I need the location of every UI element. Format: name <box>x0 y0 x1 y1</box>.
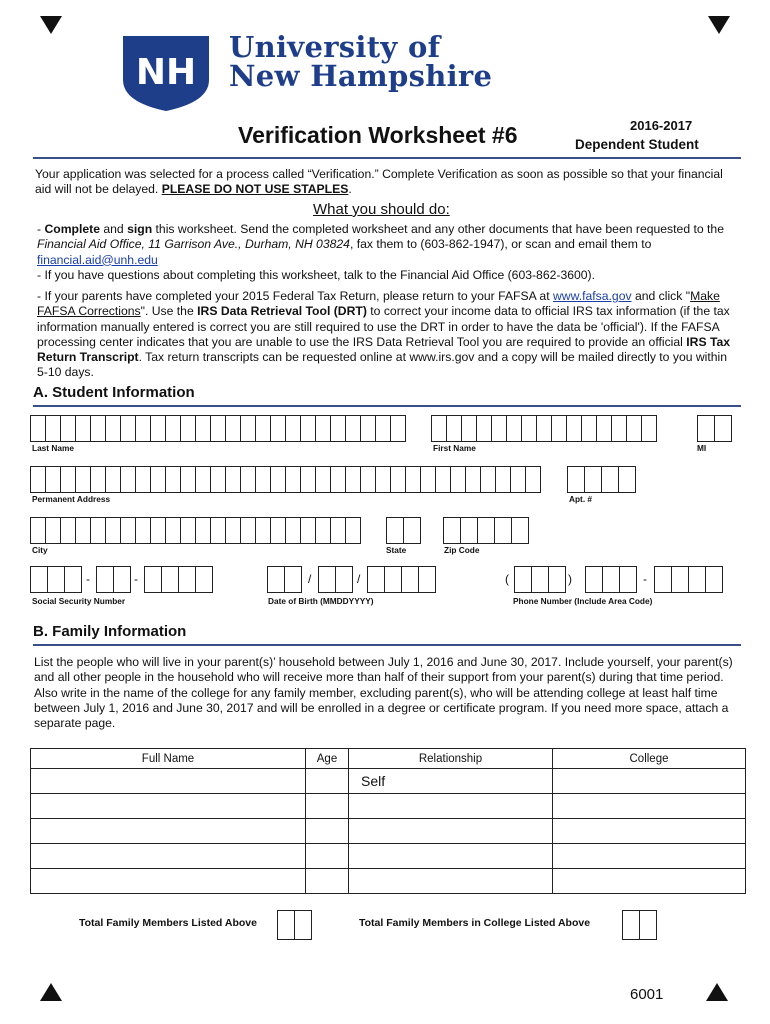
dob-month-input[interactable] <box>267 566 301 593</box>
full-name-cell[interactable] <box>31 819 306 844</box>
dob-slash-1: / <box>308 572 312 586</box>
family-description: List the people who will live in your parent(s)’ household between July 1, 2016 and June 30, 2017. Include yourself, your parent(s) and all other people in the household who will receive more than half of their support from your parent(s) during that time period. Also write in the name of the college for any family member, excluding parent(s), who will be attending college at least half time between July 1, 2016 and June 30, 2017 and will be enrolled in a degree or certificate program. If you need more space, attach a separate page. <box>34 655 733 731</box>
header-divider <box>33 157 741 159</box>
first-name-label: First Name <box>433 443 476 453</box>
instructions-paragraph-3: - If your parents have completed your 2015 Federal Tax Return, please return to your FAFSA at www.fafsa.gov and click "Make FAFSA Corrections". Use the IRS Data Retrieval Tool (DRT) to correct your income data to official IRS tax information (if the tax information manually entered is correct you are still required to use the DRT in order to have the data be 'official'). If the FAFSA processing center indicates that you are unable to use the IRS Data Retrieval Tool you are required to provide an official IRS Tax Return Transcript. Tax return transcripts can be requested online at www.irs.gov and a copy will be mailed directly to you within 5-10 days. <box>37 289 731 380</box>
total-members-input[interactable] <box>277 910 312 940</box>
city-input[interactable] <box>30 517 360 544</box>
relationship-cell[interactable] <box>349 869 553 894</box>
permanent-address-label: Permanent Address <box>32 494 111 504</box>
university-name-line2: New Hampshire <box>229 59 493 93</box>
full-name-cell[interactable] <box>31 794 306 819</box>
city-label: City <box>32 545 48 555</box>
full-name-cell[interactable] <box>31 869 306 894</box>
total-college-input[interactable] <box>622 910 657 940</box>
college-cell[interactable] <box>553 869 746 894</box>
mi-label: MI <box>697 443 707 453</box>
total-college-label: Total Family Members in College Listed Above <box>359 917 591 929</box>
corner-marker-icon <box>706 983 728 1001</box>
table-row <box>31 844 746 869</box>
col-relationship: Relationship <box>349 749 553 769</box>
college-cell[interactable] <box>553 769 746 794</box>
corner-marker-icon <box>40 16 62 34</box>
what-to-do-heading: What you should do: <box>313 201 450 218</box>
ssn-part2-input[interactable] <box>96 566 130 593</box>
table-header-row <box>31 749 746 769</box>
phone-label: Phone Number (Include Area Code) <box>513 596 653 606</box>
age-cell[interactable] <box>306 769 349 794</box>
instructions-paragraph-1: - Complete and sign this worksheet. Send the completed worksheet and any other documents that have been requested to the Financial Aid Office, 11 Garrison Ave., Durham, NH 03824, fax them to (603-862-1947), or scan and email them to financial.aid@unh.edu <box>37 222 724 267</box>
state-label: State <box>386 545 407 555</box>
ssn-dash-1: - <box>86 572 90 586</box>
dob-year-input[interactable] <box>367 566 435 593</box>
college-cell[interactable] <box>553 794 746 819</box>
student-type: Dependent Student <box>575 137 699 152</box>
form-number: 6001 <box>630 986 664 1003</box>
corner-marker-icon <box>708 16 730 34</box>
dob-slash-2: / <box>357 572 361 586</box>
table-row <box>31 769 746 794</box>
relationship-cell[interactable] <box>349 819 553 844</box>
col-age: Age <box>306 749 349 769</box>
relationship-cell[interactable] <box>349 794 553 819</box>
instructions-paragraph-2: - If you have questions about completing this worksheet, talk to the Financial Aid Office (603-862-3600). <box>37 268 596 282</box>
college-cell[interactable] <box>553 844 746 869</box>
section-a-divider <box>33 405 741 407</box>
family-table <box>30 748 746 894</box>
table-row <box>31 794 746 819</box>
intro-text: Your application was selected for a process called “Verification.” Complete Verification as soon as possible so that your financial aid will not be delayed. PLEASE DO NOT USE STAPLES. <box>35 167 723 197</box>
zip-label: Zip Code <box>444 545 480 555</box>
phone-line-input[interactable] <box>654 566 722 593</box>
apt-input[interactable] <box>567 466 635 493</box>
ssn-part1-input[interactable] <box>30 566 81 593</box>
phone-prefix-input[interactable] <box>585 566 636 593</box>
make-corrections-link[interactable]: Make FAFSA Corrections <box>37 289 720 319</box>
section-b-divider <box>33 644 741 646</box>
col-full-name: Full Name <box>31 749 306 769</box>
phone-paren-open: ( <box>505 572 509 586</box>
dob-day-input[interactable] <box>318 566 352 593</box>
zip-input[interactable] <box>443 517 528 544</box>
phone-paren-close: ) <box>568 572 572 586</box>
last-name-label: Last Name <box>32 443 74 453</box>
ssn-label: Social Security Number <box>32 596 126 606</box>
section-a-title: A. Student Information <box>33 384 195 401</box>
college-cell[interactable] <box>553 819 746 844</box>
full-name-cell[interactable] <box>31 844 306 869</box>
last-name-input[interactable] <box>30 415 405 442</box>
award-year: 2016-2017 <box>630 118 693 133</box>
age-cell[interactable] <box>306 844 349 869</box>
section-b-title: B. Family Information <box>33 623 187 640</box>
ssn-part3-input[interactable] <box>144 566 212 593</box>
apt-label: Apt. # <box>569 494 593 504</box>
relationship-cell[interactable]: Self <box>349 769 553 794</box>
first-name-input[interactable] <box>431 415 656 442</box>
university-name-line1: University of <box>229 30 441 64</box>
col-college: College <box>553 749 746 769</box>
logo-text: NH <box>135 52 197 93</box>
fafsa-link[interactable]: www.fafsa.gov <box>552 289 632 303</box>
ssn-dash-2: - <box>134 572 138 586</box>
state-input[interactable] <box>386 517 420 544</box>
age-cell[interactable] <box>306 869 349 894</box>
email-link[interactable]: financial.aid@unh.edu <box>37 252 158 267</box>
relationship-cell[interactable] <box>349 844 553 869</box>
age-cell[interactable] <box>306 794 349 819</box>
table-row <box>31 819 746 844</box>
unh-shield-logo <box>121 34 211 112</box>
dob-label: Date of Birth (MMDDYYYY) <box>268 596 374 606</box>
permanent-address-input[interactable] <box>30 466 540 493</box>
phone-dash: - <box>643 572 647 586</box>
mi-input[interactable] <box>697 415 731 442</box>
total-members-label: Total Family Members Listed Above <box>79 917 257 929</box>
full-name-cell[interactable] <box>31 769 306 794</box>
age-cell[interactable] <box>306 819 349 844</box>
corner-marker-icon <box>40 983 62 1001</box>
table-row <box>31 869 746 894</box>
phone-area-code-input[interactable] <box>514 566 565 593</box>
page-title: Verification Worksheet #6 <box>238 122 518 148</box>
